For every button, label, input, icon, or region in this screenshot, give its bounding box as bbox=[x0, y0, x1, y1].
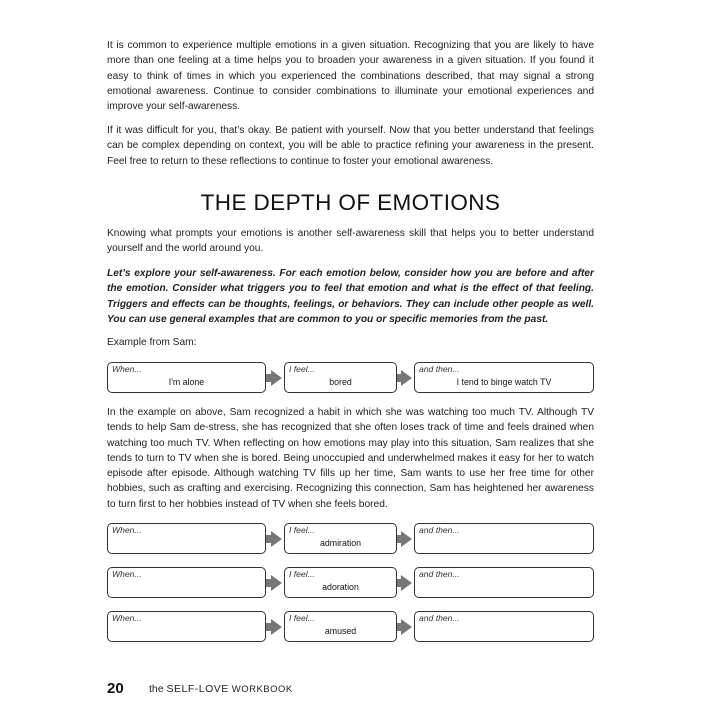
feel-value: admiration bbox=[319, 538, 362, 548]
book-title bbox=[149, 683, 293, 695]
exercise-row-amused bbox=[107, 611, 594, 644]
right-arrow-icon bbox=[401, 575, 412, 591]
right-arrow-icon bbox=[271, 531, 282, 547]
feel-label: I feel... bbox=[289, 525, 315, 535]
feel-value: adoration bbox=[322, 582, 359, 592]
when-input-box[interactable] bbox=[107, 523, 266, 554]
then-label: and then... bbox=[419, 613, 460, 623]
book-title-subtitle: WORKBOOK bbox=[231, 684, 293, 695]
reassurance-paragraph: If it was difficult for you, that’s okay. Be patient with yourself. Now that you better understand that feelings can be complex depending on context, you will be able to practice refining your awareness in the present. Feel free to return to these reflections to continue to foster your emotional awareness. bbox=[107, 125, 594, 167]
when-label: When... bbox=[112, 525, 142, 535]
explanation-paragraph: In the example on above, Sam recognized a habit in which she was watching too much TV. Although TV tends to help Sam de-stress, she has recognized that she often loses track of time and feels drained when watching too much TV. When reflecting on how emotions may play into this situation, Sam realizes that she tends to turn to TV when she is bored. Being unoccupied and underwhelmed makes it easy for her to watch episode after episode. Although watching TV fills up her time, Sam wants to use her free time for other hobbies, such as crafting and exercising. Recognizing this connection, Sam has heightened her awareness to turn first to her hobbies instead of TV when she feels bored. bbox=[107, 407, 594, 510]
then-input-box[interactable] bbox=[414, 523, 594, 554]
then-label: and then... bbox=[419, 525, 460, 535]
when-input-box[interactable] bbox=[107, 611, 266, 642]
book-title-prefix: the bbox=[149, 683, 164, 695]
when-label: When... bbox=[112, 569, 142, 579]
intro-paragraph: It is common to experience multiple emotions in a given situation. Recognizing that you are likely to have more than one feeling at a time helps you to broaden your awareness in a given situation. If you found it easy to think of times in which you experienced the combinations described, that may signal a strong emotional awareness. Continue to consider combinations to illuminate your emotional experiences and improve your self-awareness. bbox=[107, 40, 594, 113]
context-paragraph: Knowing what prompts your emotions is another self-awareness skill that helps you to better understand yourself and the world around you. bbox=[107, 228, 594, 255]
right-arrow-icon bbox=[271, 619, 282, 635]
then-label: and then... bbox=[419, 364, 460, 374]
feel-box bbox=[284, 523, 397, 554]
instructions-paragraph: Let’s explore your self-awareness. For each emotion below, consider how you are before and after the emotion. Consider what triggers you to feel that emotion and what is the effect of that feeling. Triggers and effects can be thoughts, feelings, or behaviors. They can include other people as well. You can use general examples that are common to you or specific memories from the past. bbox=[107, 268, 594, 325]
when-input-box[interactable] bbox=[107, 567, 266, 598]
when-label: When... bbox=[112, 613, 142, 623]
example-when-box bbox=[107, 362, 266, 393]
then-input-box[interactable] bbox=[414, 567, 594, 598]
section-title: THE DEPTH OF EMOTIONS bbox=[200, 190, 501, 215]
page-number: 20 bbox=[107, 680, 124, 697]
feel-box bbox=[284, 611, 397, 642]
example-row bbox=[107, 362, 594, 395]
then-label: and then... bbox=[419, 569, 460, 579]
right-arrow-icon bbox=[401, 370, 412, 386]
then-input-box[interactable] bbox=[414, 611, 594, 642]
exercise-row-adoration bbox=[107, 567, 594, 600]
workbook-page bbox=[107, 0, 594, 720]
example-label: Example from Sam: bbox=[107, 337, 197, 348]
example-feel-value: bored bbox=[329, 377, 352, 387]
exercise-row-admiration bbox=[107, 523, 594, 556]
feel-label: I feel... bbox=[289, 364, 315, 374]
example-feel-box bbox=[284, 362, 397, 393]
feel-label: I feel... bbox=[289, 613, 315, 623]
right-arrow-icon bbox=[401, 619, 412, 635]
example-when-value: I'm alone bbox=[168, 377, 205, 387]
right-arrow-icon bbox=[271, 370, 282, 386]
feel-label: I feel... bbox=[289, 569, 315, 579]
when-label: When... bbox=[112, 364, 142, 374]
feel-box bbox=[284, 567, 397, 598]
book-title-main: SELF-LOVE bbox=[166, 683, 229, 695]
right-arrow-icon bbox=[401, 531, 412, 547]
example-then-value: I tend to binge watch TV bbox=[456, 377, 552, 387]
right-arrow-icon bbox=[271, 575, 282, 591]
feel-value: amused bbox=[324, 626, 357, 636]
example-then-box bbox=[414, 362, 594, 393]
